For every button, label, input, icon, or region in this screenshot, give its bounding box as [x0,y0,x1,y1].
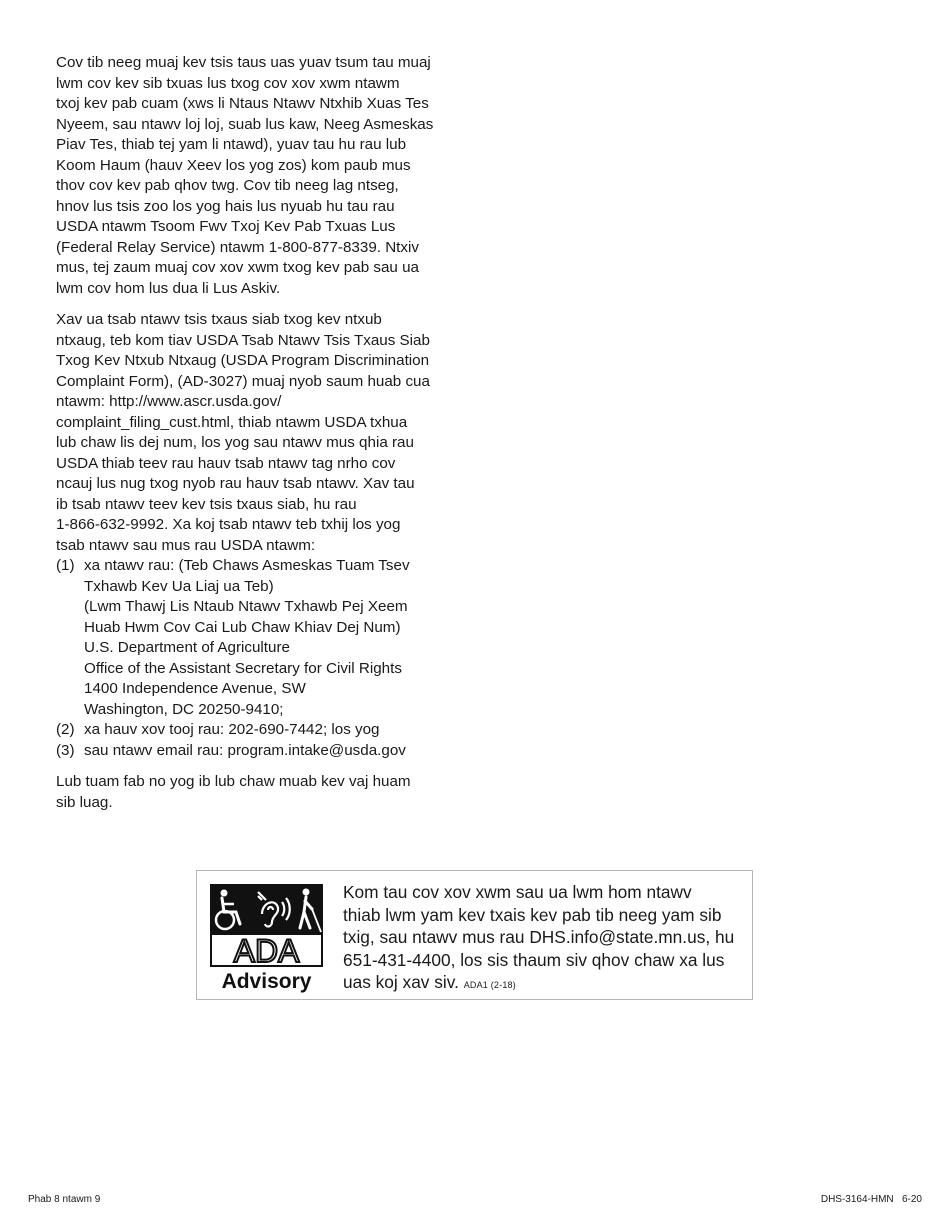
list-item-mail: (1) xa ntawv rau: (Teb Chaws Asmeskas Tuam Tsev Txhawb Kev Ua Liaj ua Teb) (Lwm Thawj Lis Ntaub Ntawv Txhawb Pej Xeem Huab Hwm Cov Cai Lub Chaw Khiav Dej Num) U.S. Department of Agriculture Office of the Assistant Secretary for Civil Rights 1400 Independence Avenue, SW Washington, DC 20250-9410; [56,557,410,718]
logo-advisory-text: Advisory [221,970,312,993]
ada-advisory-logo [210,884,323,996]
ada-last-line: uas koj xav siv. [343,972,459,992]
paragraph-equal-opportunity: Lub tuam fab no yog ib lub chaw muab kev vaj huam sib luag. [56,773,411,811]
paragraph-complaint-filing: Xav ua tsab ntawv tsis txaus siab txog kev ntxub ntxaug, teb kom tiav USDA Tsab Ntawv Tsis Txaus Siab Txog Kev Ntxub Ntxaug (USDA Program Discrimination Complaint Form), (AD-3027) muaj nyob saum huab cua ntawm: http://www.ascr.usda.gov/ complaint_filing_cust.html, thiab ntawm USDA txhua lub chaw lis dej num, los yog sau ntawv mus qhia rau USDA thiab teev rau hauv tsab ntawv tag nrho cov ncauj lus nug txog nyob rau hauv tsab ntawv. Xav tau ib tsab ntawv teev kev tsis txaus siab, hu rau 1-866-632-9992. Xa koj tsab ntawv teb txhij los yog tsab ntawv sau mus rau USDA ntawm: [56,311,430,554]
ada-advisory-box [196,870,753,1000]
ada-advisory-text: Kom tau cov xov xwm sau ua lwm hom ntawv thiab lwm yam kev txais kev pab tib neeg yam sib txig, sau ntawv mus rau DHS.info@state.mn.us, hu 651-431-4400, los sis thaum siv qhov chaw xa lus uas koj xav siv. ADA1 (2-18) [343,882,735,992]
form-number: DHS-3164-HMN 6-20 [820,1194,922,1205]
paragraph-alternative-formats: Cov tib neeg muaj kev tsis taus uas yuav tsum tau muaj lwm cov kev sib txuas lus txog cov xov xwm ntawm txoj kev pab cuam (xws li Ntaus Ntawv Ntxhib Xuas Tes Nyeem, sau ntawv loj loj, suab lus kaw, Neeg Asmeskas Piav Tes, thiab tej yam li ntawd), yuav tau hu rau lub Koom Haum (hauv Xeev los yog zos) kom paub mus thov cov kev pab qhov twg. Cov tib neeg lag ntseg, hnov lus tsis zoo los yog hais lus nyuab hu tau rau USDA ntawm Tsoom Fwv Txoj Kev Pab Txuas Lus (Federal Relay Service) ntawm 1-800-877-8339. Ntxiv mus, tej zaum muaj cov xov xwm txog kev pab sau ua lwm cov hom lus dua li Lus Askiv. [56,54,434,297]
ada-form-code: ADA1 (2-18) [463,980,516,990]
list-item-fax: (2) xa hauv xov tooj rau: 202-690-7442; los yog [56,721,380,738]
submission-methods-list [56,556,451,761]
logo-ada-text: ADA [233,933,300,969]
page-number: Phab 8 ntawm 9 [28,1194,101,1205]
main-column [56,53,451,824]
list-item-email: (3) sau ntawv email rau: program.intake@usda.gov [56,741,406,759]
